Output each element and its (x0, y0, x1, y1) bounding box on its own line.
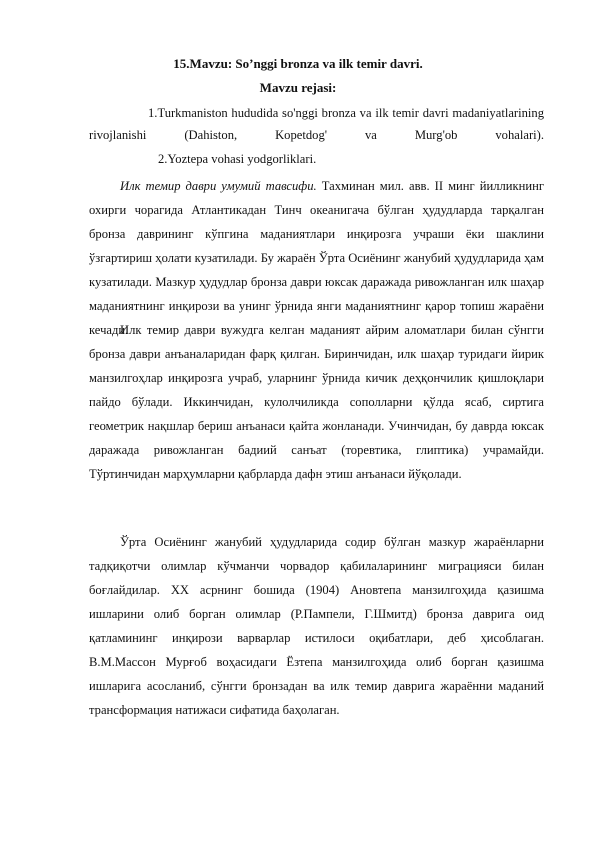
paragraph-1 (89, 174, 544, 342)
paragraph-2-text: Илк темир даври вужудга келган маданият айрим аломатлари билан сўнгги бронза даври анъаналаридан фарқ қилган. Биринчидан, илк шаҳар туридаги йирик манзилгоҳлар инқирозга учраб, уларнинг ўрнида кичик деҳқончилик қишлоқлари пайдо бўлади. Иккинчидан, кулолчиликда сополларни қўлда ясаб, сиртига геометрик нақшлар бериш анъанаси қайта жонланади. Учинчидан, бу даврда юксак даражада ривожланган бадиий санъат (торевтика, глиптика) учрамайди. Тўртинчидан марҳумларни қабрларда дафн этиш анъанаси йўқолади. (89, 323, 544, 481)
paragraph-2 (89, 318, 544, 486)
plan-item-1-text: 1.Turkmaniston hududida so'nggi bronza va ilk temir davri madaniyatlarining rivojlanishi (Dahiston, Kopetdog' va Murg'ob vohalari). (89, 106, 544, 142)
plan-heading: Mavzu rejasi: (259, 80, 337, 95)
paragraph-3-text: Ўрта Осиёнинг жанубий ҳудудларида содир бўлган мазкур жараёнларни тадқиқотчи олимлар кўчманчи чорвадор қабилаларининг миграцияси билан боғлайдилар. XX асрнинг бошида (1904) Ановтепа манзилгоҳида қазишма ишларини олиб борган олимлар (Р.Пампели, Г.Шмитд) бронза даврига оид қатламининг инқирози варварлар истилоси оқибатлари, деб ҳисоблаган. В.М.Массон Мурғоб воҳасидаги Ёзтепа манзилгоҳида олиб борган қазишма ишларига асосланиб, сўнгги бронзадан ва илк темир даврига жараённи маданий трансформация натижаси сифатида баҳолаган. (89, 535, 544, 717)
paragraph-1-lead: Илк темир даври умумий тавсифи. (120, 179, 317, 193)
plan-item-2: 2.Yoztepa vohasi yodgorliklari. (158, 152, 317, 166)
paragraph-1-text: Тахминан мил. авв. II минг йилликнинг охирги чорагида Атлантикадан Тинч океанигача бўлган ҳудудларда тарқалган бронза даврининг кўпгина маданиятлари инқирозга учраши ёки шаклини ўзгартириш ҳолати кузатилади. Бу жараён Ўрта Осиёнинг жанубий ҳудудларида ҳам кузатилади. Мазкур ҳудудлар бронза даври юксак даражада ривожланган илк шаҳар маданиятнинг инқирози ва унинг ўрнида янги маданиятнинг қарор топиш жараёни кечади. (89, 179, 545, 337)
plan-item-1 (89, 102, 544, 146)
document-title: 15.Mavzu: So’nggi bronza va ilk temir davri. (173, 56, 423, 71)
paragraph-3 (89, 530, 544, 722)
